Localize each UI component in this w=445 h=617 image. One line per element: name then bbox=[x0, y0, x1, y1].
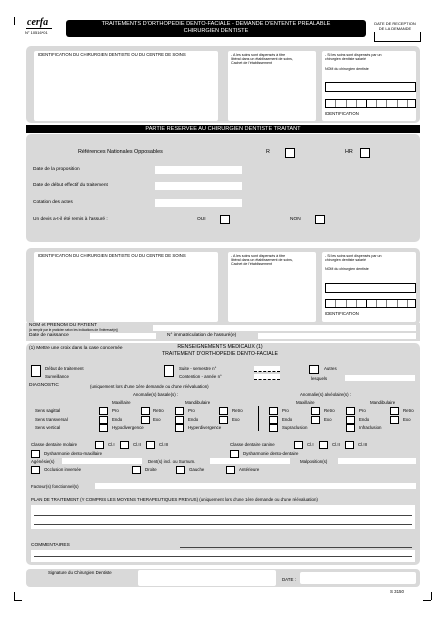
dent-incl-field[interactable] bbox=[210, 458, 290, 464]
immat-field[interactable] bbox=[258, 333, 416, 339]
dentist-identification-area-2[interactable] bbox=[34, 252, 218, 322]
crop-mark bbox=[14, 592, 15, 600]
option-label: Antérieure bbox=[239, 467, 260, 472]
plan-field[interactable] bbox=[31, 505, 415, 529]
malpos-field[interactable] bbox=[338, 458, 416, 464]
reserved-banner-text: PARTIE RESERVEE AU CHIRURGIEN DENTISTE TRAITANT bbox=[145, 125, 301, 132]
option-label: Pro bbox=[112, 408, 119, 413]
form-number: N° 10516*01 bbox=[25, 30, 48, 35]
title-line-1: TRAITEMENTS D'ORTHOPEDIE DENTO-FACIALE - DEMANDE D'ENTENTE PREALABLE bbox=[101, 21, 331, 27]
dysh-max-label: Dysharmonie dento-maxillaire bbox=[44, 451, 103, 456]
option-label: Cl.III bbox=[358, 442, 368, 447]
option-label: Pro bbox=[359, 408, 366, 413]
suite-label: Suite - semestre n° bbox=[179, 366, 217, 371]
note-text: - A les soins sont dispensés à titre bbox=[231, 53, 286, 57]
option-label: Pro bbox=[282, 408, 289, 413]
note-text: NOM du chirurgien dentiste bbox=[325, 267, 369, 271]
mandibulaire-label: Mandibulaire bbox=[185, 400, 211, 405]
identification-number-field[interactable] bbox=[325, 99, 416, 108]
patient-name-field[interactable] bbox=[153, 325, 416, 331]
option-label: Cl.II bbox=[332, 442, 340, 447]
alv-max-pro-checkbox[interactable] bbox=[269, 407, 278, 415]
contention-label: Contention - année n° bbox=[179, 374, 222, 379]
cotation-field[interactable] bbox=[155, 199, 242, 207]
sens-transversal-label: Sens transversal bbox=[35, 417, 68, 422]
mandibulaire-alv-label: Mandibulaire bbox=[370, 400, 396, 405]
cotation-label: Cotation des actes bbox=[33, 200, 73, 205]
molaire-cl1-checkbox[interactable] bbox=[95, 441, 104, 449]
date-label: DATE : bbox=[282, 577, 296, 582]
option-label: Exo bbox=[324, 417, 332, 422]
date-proposition-field[interactable] bbox=[155, 166, 242, 174]
note-text: chirurgien dentiste salarié bbox=[325, 57, 366, 61]
devis-label: Un devis a-t-il été remis à l'assuré : bbox=[33, 217, 108, 222]
identification-number-field-2[interactable] bbox=[325, 299, 416, 308]
option-label: Droite bbox=[145, 467, 157, 472]
note-text: Cachet de l'établissement bbox=[231, 262, 273, 266]
immat-label: N° immatriculation de l'assuré(e) bbox=[167, 333, 237, 338]
sens-sagittal-label: Sens sagittal bbox=[35, 408, 61, 413]
alv-max-endo-checkbox[interactable] bbox=[269, 416, 278, 424]
option-label: Retro bbox=[403, 408, 414, 413]
occlusion-label: Occlusion inversée bbox=[44, 467, 82, 472]
max-retro-checkbox[interactable] bbox=[141, 407, 150, 415]
canine-cl1-checkbox[interactable] bbox=[294, 441, 303, 449]
birth-date-field[interactable] bbox=[90, 333, 156, 339]
max-endo-checkbox[interactable] bbox=[99, 416, 108, 424]
dysh-dent-checkbox[interactable] bbox=[230, 450, 239, 458]
reserved-banner bbox=[26, 125, 420, 133]
cerfa-logo: cerfa bbox=[27, 17, 49, 28]
note-text: - Si les soins sont dispensés par un bbox=[325, 254, 382, 258]
mand-hyperdiv-checkbox[interactable] bbox=[175, 424, 184, 432]
option-label: Gauche bbox=[189, 467, 205, 472]
classe-molaire-label: Classe dentaire molaire bbox=[31, 442, 78, 447]
oui-checkbox[interactable] bbox=[220, 215, 230, 224]
mand-endo-checkbox[interactable] bbox=[175, 416, 184, 424]
crop-mark bbox=[14, 17, 15, 25]
alv-mand-endo-checkbox[interactable] bbox=[346, 416, 355, 424]
semestre-field[interactable] bbox=[254, 366, 280, 372]
alv-mand-retro-checkbox[interactable] bbox=[390, 407, 399, 415]
molaire-cl2-checkbox[interactable] bbox=[120, 441, 129, 449]
canine-cl2-checkbox[interactable] bbox=[319, 441, 328, 449]
non-checkbox[interactable] bbox=[315, 215, 325, 224]
lesquels-field[interactable] bbox=[345, 375, 415, 381]
signature-label: Signature du Chirurgien Dentiste bbox=[48, 570, 112, 575]
mand-pro-checkbox[interactable] bbox=[175, 407, 184, 415]
option-label: Pro bbox=[188, 408, 195, 413]
patient-name-label: NOM et PRENOM DU PATIENT bbox=[29, 323, 98, 328]
anterieure-checkbox[interactable] bbox=[226, 466, 235, 474]
maxillaire-alv-label: Maxillaire bbox=[296, 400, 315, 405]
date-proposition-label: Date de la proposition bbox=[33, 167, 80, 172]
note-text: Cachet de l'établissement bbox=[231, 61, 273, 65]
diagnostic-label: DIAGNOSTIC bbox=[29, 383, 59, 388]
option-label: Cl.I bbox=[307, 442, 314, 447]
suite-contention-checkbox[interactable] bbox=[164, 365, 174, 377]
mand-retro-checkbox[interactable] bbox=[219, 407, 228, 415]
option-label: Cl.III bbox=[159, 442, 169, 447]
malpos-label: Malposition(s) bbox=[300, 459, 328, 464]
agenesie-field[interactable] bbox=[62, 458, 142, 464]
dysh-max-checkbox[interactable] bbox=[31, 450, 40, 458]
writing-line bbox=[34, 515, 412, 516]
note-text: libéral dans un établissement de soins, bbox=[231, 57, 293, 61]
option-label: Cl.II bbox=[133, 442, 141, 447]
refs-label: Références Nationales Opposables bbox=[78, 149, 163, 155]
diagnostic-note: (uniquement lors d'une 1ère demande ou d'une réévaluation) bbox=[90, 384, 209, 389]
debut-label: Début de traitement bbox=[45, 366, 84, 371]
reception-label: DATE DE RECEPTION bbox=[374, 21, 416, 26]
note-text: - Si les soins sont dispensés par un bbox=[325, 53, 382, 57]
canine-cl3-checkbox[interactable] bbox=[345, 441, 354, 449]
option-label: Hyperdivergence bbox=[188, 425, 222, 430]
oui-label: OUI bbox=[197, 217, 206, 222]
signature-field[interactable] bbox=[138, 570, 276, 586]
option-label: Exo bbox=[232, 417, 240, 422]
reception-date-field[interactable] bbox=[374, 32, 421, 42]
option-label: Endo bbox=[359, 417, 370, 422]
ident-label: IDENTIFICATION DU CHIRURGIEN DENTISTE OU DU CENTRE DE SOINS bbox=[38, 52, 186, 57]
identification-label-2: IDENTIFICATION bbox=[325, 311, 359, 316]
option-label: Retro bbox=[153, 408, 164, 413]
option-label: Exo bbox=[153, 417, 161, 422]
logo-underline bbox=[26, 28, 52, 29]
dent-incl-label: Dent(s) incl. ou Surnum. bbox=[148, 459, 196, 464]
max-hypodiv-checkbox[interactable] bbox=[99, 424, 108, 432]
surveillance-label: Surveillance bbox=[45, 374, 69, 379]
basale-label: Anomalie(s) basale(s) : bbox=[133, 392, 179, 397]
autres-checkbox[interactable] bbox=[309, 365, 319, 374]
crop-mark bbox=[14, 600, 22, 601]
alv-mand-exo-checkbox[interactable] bbox=[390, 416, 399, 424]
occlusion-checkbox[interactable] bbox=[31, 466, 40, 474]
ident-label-2: IDENTIFICATION DU CHIRURGIEN DENTISTE OU DU CENTRE DE SOINS bbox=[38, 253, 186, 258]
identification-label: IDENTIFICATION bbox=[325, 111, 359, 116]
lesquels-label: lesquels bbox=[311, 376, 328, 381]
mettre-croix: (1) Mettre une croix dans la case concernée bbox=[29, 346, 123, 351]
max-exo-checkbox[interactable] bbox=[141, 416, 150, 424]
note-text: libéral dans un établissement de soins, bbox=[231, 258, 293, 262]
hr-label: HR bbox=[345, 149, 353, 155]
facteurs-field[interactable] bbox=[95, 483, 416, 489]
date-debut-field[interactable] bbox=[155, 182, 242, 190]
maxillaire-label: Maxillaire bbox=[112, 400, 131, 405]
classe-canine-label: Classe dentaire canine bbox=[230, 442, 275, 447]
writing-line bbox=[34, 556, 412, 557]
alv-max-retro-checkbox[interactable] bbox=[311, 407, 320, 415]
droite-checkbox[interactable] bbox=[132, 466, 141, 474]
option-label: Endo bbox=[188, 417, 199, 422]
mand-exo-checkbox[interactable] bbox=[219, 416, 228, 424]
medical-title-2: TRAITEMENT D'ORTHOPEDIE DENTO-FACIALE bbox=[162, 351, 278, 357]
option-label: Retro bbox=[324, 408, 335, 413]
medical-title-1: RENSEIGNEMENTS MEDICAUX (1) bbox=[177, 344, 263, 350]
dysh-dent-label: Dysharmonie dento-dentaire bbox=[243, 451, 299, 456]
hr-checkbox[interactable] bbox=[360, 148, 370, 158]
writing-line bbox=[180, 547, 412, 548]
annee-field[interactable] bbox=[254, 374, 280, 380]
autres-label: Autres bbox=[324, 366, 337, 371]
title-banner bbox=[66, 20, 366, 37]
option-label: Exo bbox=[403, 417, 411, 422]
agenesie-label: Agénésie(s) bbox=[31, 459, 55, 464]
alv-mand-pro-checkbox[interactable] bbox=[346, 407, 355, 415]
molaire-cl3-checkbox[interactable] bbox=[146, 441, 155, 449]
dentist-identification-area[interactable] bbox=[34, 51, 218, 121]
dentist-name-field[interactable] bbox=[325, 82, 416, 92]
supraclusion-checkbox[interactable] bbox=[269, 424, 278, 432]
alveolaire-label: Anomalie(s) alvéolaire(s) : bbox=[300, 392, 351, 397]
r-label: R bbox=[266, 149, 270, 155]
option-label: Supraclusion bbox=[282, 425, 308, 430]
birth-label: Date de naissance bbox=[29, 333, 69, 338]
sens-vertical-label: Sens vertical bbox=[35, 425, 61, 430]
option-label: Retro bbox=[232, 408, 243, 413]
dentist-name-field-2[interactable] bbox=[325, 283, 416, 293]
date-debut-label: Date de début effectif du traitement bbox=[33, 183, 108, 188]
column-divider bbox=[258, 406, 259, 431]
form-code: S 3150 bbox=[390, 589, 404, 594]
option-label: Endo bbox=[112, 417, 123, 422]
infraclusion-checkbox[interactable] bbox=[346, 424, 355, 432]
note-text: - A les soins sont dispensés à titre bbox=[231, 254, 286, 258]
option-label: Cl.I bbox=[108, 442, 115, 447]
option-label: Infraclusion bbox=[359, 425, 382, 430]
reception-label: DE LA DEMANDE bbox=[378, 26, 412, 31]
option-label: Endo bbox=[282, 417, 293, 422]
max-pro-checkbox[interactable] bbox=[99, 407, 108, 415]
signature-date-field[interactable] bbox=[300, 572, 416, 584]
note-text: chirurgien dentiste salarié bbox=[325, 258, 366, 262]
title-line-2: CHIRURGIEN DENTISTE bbox=[183, 28, 249, 34]
commentaires-label: COMMENTAIRES bbox=[31, 543, 70, 548]
gauche-checkbox[interactable] bbox=[176, 466, 185, 474]
alv-max-exo-checkbox[interactable] bbox=[311, 416, 320, 424]
debut-surveillance-checkbox[interactable] bbox=[31, 365, 41, 377]
crop-mark bbox=[423, 600, 431, 601]
crop-mark bbox=[431, 592, 432, 600]
non-label: NON bbox=[290, 217, 301, 222]
note-text: NOM du chirurgien dentiste bbox=[325, 67, 369, 71]
r-checkbox[interactable] bbox=[285, 148, 295, 158]
writing-line bbox=[34, 524, 412, 525]
patient-name-sub: (à remplir par le praticien selon les indications de l'intéressé(e)) bbox=[29, 328, 119, 332]
option-label: Hypodivergence bbox=[112, 425, 144, 430]
plan-label: PLAN DE TRAITEMENT (Y COMPRIS LES MOYENS THERAPEUTIQUES PREVUS) (uniquement lors d'une 1ère demande ou d'une réévaluation) bbox=[31, 497, 318, 502]
facteurs-label: Facteur(s) fonctionnel(s) bbox=[31, 484, 79, 489]
